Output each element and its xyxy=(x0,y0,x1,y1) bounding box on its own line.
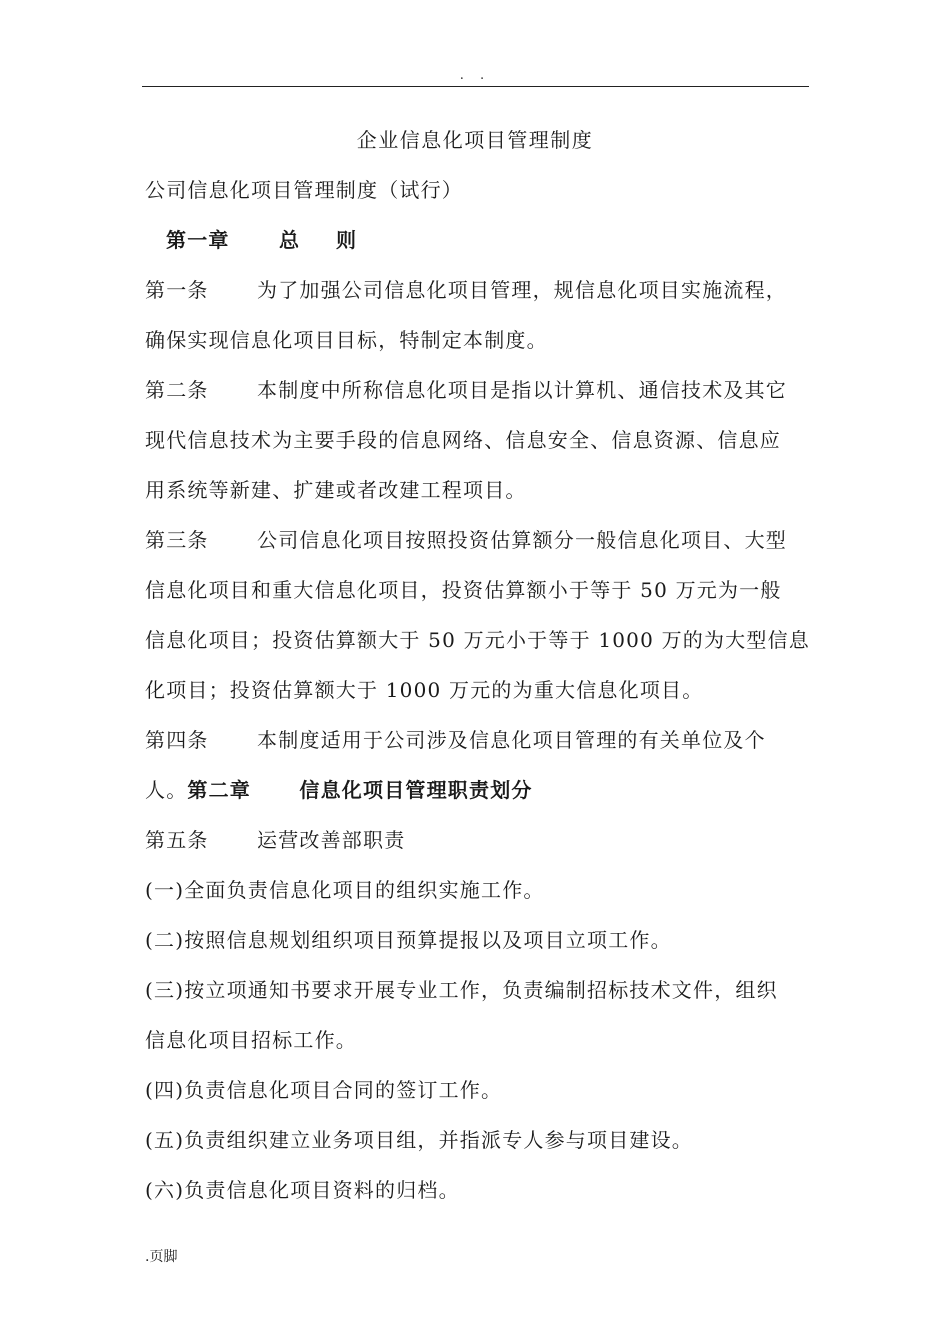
article-3-line-2: 信息化项目和重大信息化项目，投资估算额小于等于 50 万元为一般 xyxy=(145,578,782,602)
article-3-text: 公司信息化项目按照投资估算额分一般信息化项目、大型 xyxy=(257,528,787,552)
article-4-line-1 xyxy=(145,726,810,754)
duty-item-1: (一)全面负责信息化项目的组织实施工作。 xyxy=(145,878,545,902)
chapter-1-number: 第一章 xyxy=(166,228,230,252)
article-2-label: 第二条 xyxy=(145,378,209,402)
article-4-text: 本制度适用于公司涉及信息化项目管理的有关单位及个 xyxy=(257,728,766,752)
duty-item-4: (四)负责信息化项目合同的签订工作。 xyxy=(145,1078,503,1102)
article-1-label: 第一条 xyxy=(145,278,209,302)
article-3-line-1 xyxy=(145,526,810,554)
article-4-tail: 人。 xyxy=(145,778,188,802)
duty-item-3: (三)按立项通知书要求开展专业工作，负责编制招标技术文件，组织 xyxy=(145,978,778,1002)
chapter-2-number: 第二章 xyxy=(187,778,252,802)
duty-item-2: (二)按照信息规划组织项目预算提报以及项目立项工作。 xyxy=(145,928,672,952)
article-5-text: 运营改善部职责 xyxy=(257,828,406,852)
article-1-line-1 xyxy=(145,276,810,304)
chapter-1-title-a: 总 xyxy=(279,228,301,252)
duty-item-6: (六)负责信息化项目资料的归档。 xyxy=(145,1178,460,1202)
article-5-label: 第五条 xyxy=(145,828,209,852)
chapter-2-heading xyxy=(187,778,532,802)
article-2-line-2: 现代信息技术为主要手段的信息网络、信息安全、信息资源、信息应 xyxy=(145,428,781,452)
duty-item-5: (五)负责组织建立业务项目组，并指派专人参与项目建设。 xyxy=(145,1128,694,1152)
article-1-text: 为了加强公司信息化项目管理，规信息化项目实施流程， xyxy=(257,278,787,302)
article-4-label: 第四条 xyxy=(145,728,209,752)
article-2-line-1 xyxy=(145,376,810,404)
duty-item-3-continued: 信息化项目招标工作。 xyxy=(145,1028,357,1052)
document-title: 企业信息化项目管理制度 xyxy=(356,128,594,152)
article-2-text: 本制度中所称信息化项目是指以计算机、通信技术及其它 xyxy=(257,378,787,402)
header-mark: . . xyxy=(459,68,491,83)
header-rule xyxy=(142,86,809,87)
article-5-line xyxy=(145,826,810,854)
document-subtitle: 公司信息化项目管理制度（试行） xyxy=(145,178,463,202)
article-4-line-2-and-chapter-2 xyxy=(145,776,810,804)
chapter-1-heading xyxy=(166,226,831,254)
chapter-2-title: 信息化项目管理职责划分 xyxy=(299,778,533,802)
chapter-1-title-b: 则 xyxy=(336,228,358,252)
article-1-line-2: 确保实现信息化项目目标，特制定本制度。 xyxy=(145,328,548,352)
article-3-line-4: 化项目；投资估算额大于 1000 万元的为重大信息化项目。 xyxy=(145,678,704,702)
article-3-label: 第三条 xyxy=(145,528,209,552)
page-footer: .页脚 xyxy=(145,1249,178,1265)
article-2-line-3: 用系统等新建、扩建或者改建工程项目。 xyxy=(145,478,527,502)
article-3-line-3: 信息化项目；投资估算额大于 50 万元小于等于 1000 万的为大型信息 xyxy=(145,628,810,652)
